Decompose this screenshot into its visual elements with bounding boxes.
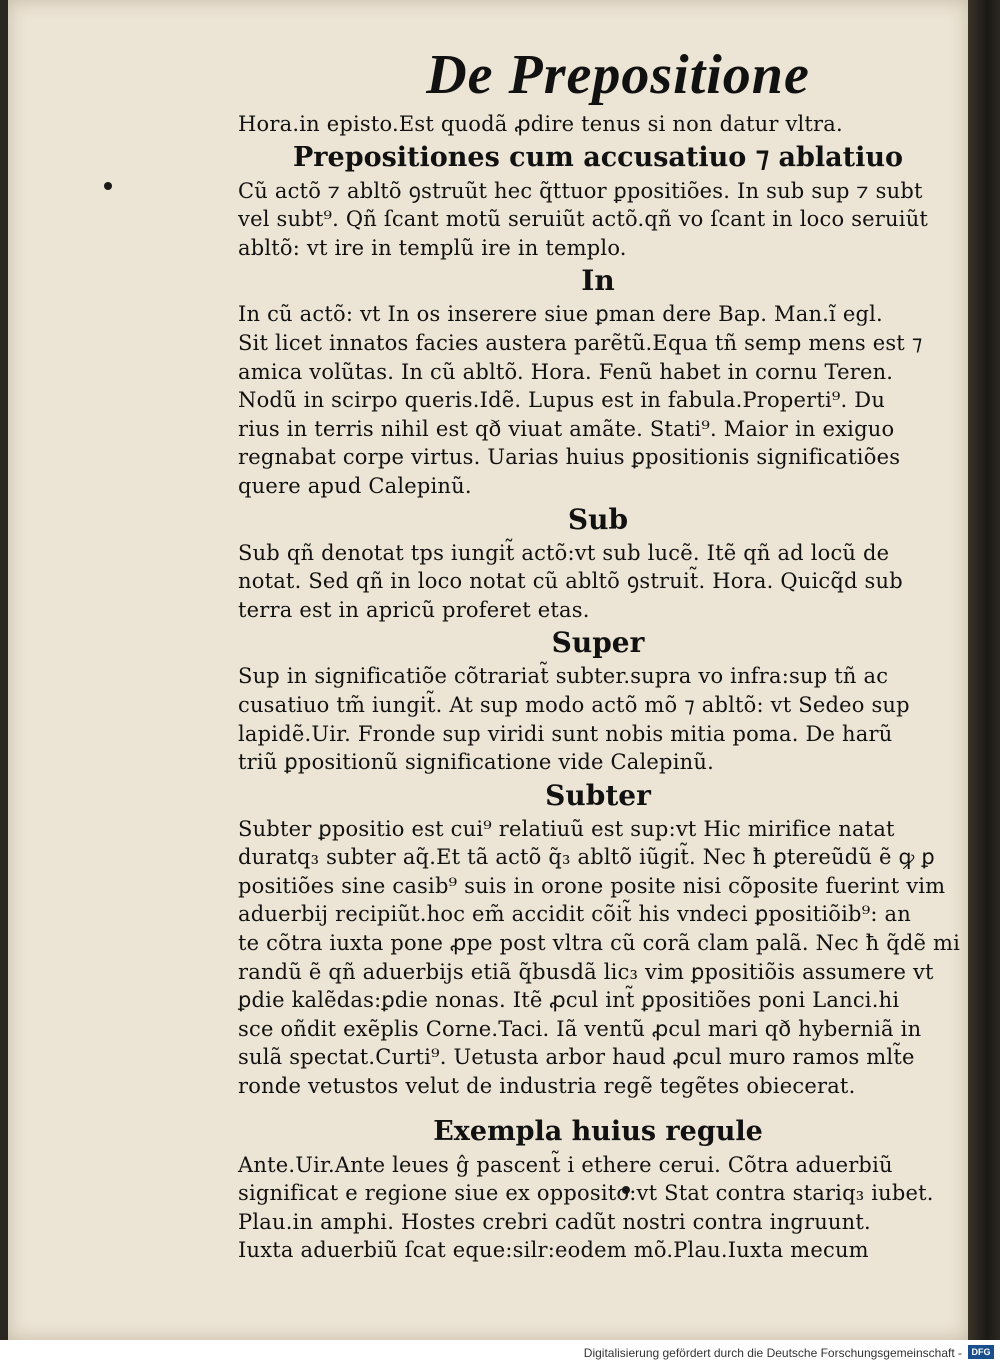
footer-credit: Digitalisierung gefördert durch die Deutsche Forschungsgemeinschaft - — [583, 1346, 962, 1360]
entry-line: regnabat corpe virtus. Uarias huius ꝑpositionis significatiões — [238, 445, 901, 470]
entry-line: ꝑdie kalẽdas:ꝑdie nonas. Itẽ ꝓcul int̃ ꝑpositiões poni Lanci.hi — [238, 988, 900, 1013]
entry-heading-in: In — [581, 264, 615, 298]
entry-heading-super: Super — [551, 626, 645, 660]
entry-heading-exempla: Exempla huius regule — [433, 1115, 763, 1147]
entry-line: randũ ẽ qñ aduerbijs etiã q̃busdã lic₃ vim ꝑpositiõis assumere vt — [238, 959, 934, 984]
digitization-footer — [0, 1340, 1000, 1366]
entry-heading-sub: Sub — [567, 502, 629, 536]
entry-line: Nodũ in scirpo queris.Idẽ. Lupus est in fabula.Properti⁹. Du — [238, 388, 886, 413]
section-line: Cũ actõ ⁊ abltõ ꝯstruũt hec q̃ttuor ꝑpositiões. In sub sup ⁊ subt — [238, 178, 923, 203]
entry-line: Plau.in amphi. Hostes crebri cadũt nostri contra ingruunt. — [238, 1209, 871, 1234]
entry-line: aduerbij recipiũt.hoc em̃ accidit cõit̃ his vndeci ꝑpositiõib⁹: an — [238, 902, 911, 927]
scan-edge-left — [0, 0, 8, 1340]
entry-line: positiões sine casib⁹ suis in orone posite nisi cõposite fuerint vim — [238, 873, 946, 898]
entry-line: sce oñdit exẽplis Corne.Taci. Iã ventũ ꝓcul mari qð hyberniã in — [238, 1016, 922, 1041]
entry-line: In cũ actõ: vt In os inserere siue ꝑman dere Bap. Man.ĩ egl. — [238, 302, 883, 327]
running-head: De Prepositione — [426, 44, 810, 106]
scan-edge-right — [968, 0, 1000, 1340]
section-line: vel subt⁹. Qñ ſcant motũ seruiũt actõ.qñ vo ſcant in loco seruiũt — [238, 207, 929, 232]
entry-line: Subter ꝑpositio est cui⁹ relatiuũ est sup:vt Hic mirifice natat — [238, 816, 895, 841]
entry-line: Sit licet innatos facies austera parẽtũ.Equa tñ semp mens est ⁊ — [238, 330, 923, 355]
entry-line: notat. Sed qñ in loco notat cũ abltõ ꝯstruit̃. Hora. Quicq̃d sub — [238, 569, 903, 594]
margin-dot — [104, 182, 112, 190]
section-gap — [238, 1101, 958, 1113]
dfg-logo-icon: DFG — [968, 1345, 994, 1359]
entry-line: lapidẽ.Uir. Fronde sup viridi sunt nobis mitia poma. De harũ — [238, 721, 893, 746]
entry-line: amica volũtas. In cũ abltõ. Hora. Fenũ habet in cornu Teren. — [238, 359, 894, 384]
entry-line: Sup in significatiõe cõtrariat̃ subter.supra vo infra:sup tñ ac — [238, 664, 889, 689]
entry-line: rius in terris nihil est qð viuat amãte. Stati⁹. Maior in exiguo — [238, 416, 895, 441]
book-page — [8, 0, 968, 1340]
entry-line: quere apud Calepinũ. — [238, 473, 472, 498]
entry-line: Iuxta aduerbiũ ſcat eque:silr:eodem mõ.Plau.Iuxta mecum — [238, 1238, 869, 1263]
entry-line: Sub qñ denotat tps iungit̃ actõ:vt sub lucẽ. Itẽ qñ ad locũ de — [238, 540, 890, 565]
entry-line: Ante.Uir.Ante leues ĝ pascent̃ i ethere cerui. Cõtra aduerbiũ — [238, 1152, 893, 1177]
section-line: abltõ: vt ire in templũ ire in templo. — [238, 235, 627, 260]
entry-line: duratq₃ subter aq̃.Et tã actõ q̃₃ abltõ iũgit̃. Nec ħ ꝑtereũdũ ẽ ꝙ ꝑ — [238, 845, 935, 870]
entry-heading-subter: Subter — [545, 778, 651, 812]
entry-line: cusatiuo tm̃ iungit̃. At sup modo actõ mõ ⁊ abltõ: vt Sedeo sup — [238, 692, 910, 717]
entry-line: te cõtra iuxta pone ꝓpe post vltra cũ corã clam palã. Nec ħ q̃dẽ mi — [238, 931, 961, 956]
entry-line: ronde vetustos velut de industria regẽ tegẽtes obiecerat. — [238, 1074, 856, 1099]
entry-line: triũ ꝑpositionũ significatione vide Calepinũ. — [238, 750, 714, 775]
intro-line: Hora.in episto.Est quodã ꝓdire tenus si non datur vltra. — [238, 112, 843, 136]
entry-line: significat e regione siue ex opposito:vt Stat contra stariq₃ iubet. — [238, 1181, 934, 1206]
section-heading: Prepositiones cum accusatiuo ⁊ ablatiuo — [292, 141, 904, 173]
page-text-block — [238, 40, 961, 1265]
entry-line: terra est in apricũ proferet etas. — [238, 597, 590, 622]
entry-line: sulã spectat.Curti⁹. Uetusta arbor haud ꝓcul muro ramos mlt̃e — [238, 1045, 915, 1070]
